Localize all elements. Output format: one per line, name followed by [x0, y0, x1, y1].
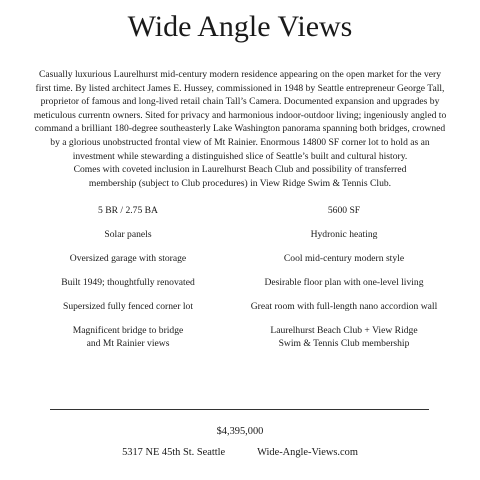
description-line: proprietor of famous and long-lived retail chain Tall’s Camera. Documented expansion and upgrades by — [40, 96, 440, 108]
feature-views: Magnificent bridge to bridge and Mt Rainier views — [72, 325, 184, 349]
address: 5317 NE 45th St. Seattle — [122, 447, 226, 458]
feature-corner-lot: Supersized fully fenced corner lot — [63, 301, 193, 312]
description-line: first time. By listed architect James E. Hussey, commissioned in 1948 by Seattle entrepreneur George Tall, — [35, 82, 445, 94]
feature-hydronic-heating: Hydronic heating — [310, 229, 378, 240]
website-link[interactable]: Wide-Angle-Views.com — [257, 447, 358, 458]
feature-great-room: Great room with full-length nano accordion wall — [250, 301, 438, 312]
description-line: meticulous currentn owners. Sited for privacy and harmonious indoor-outdoor living; ingeniously angled to — [33, 109, 447, 121]
feature-style: Cool mid-century modern style — [283, 253, 405, 264]
feature-built-year: Built 1949; thoughtfully renovated — [61, 277, 195, 288]
description-line: membership (subject to Club procedures) in View Ridge Swim & Tennis Club. — [88, 177, 392, 189]
feature-garage: Oversized garage with storage — [69, 253, 187, 264]
page-title: Wide Angle Views — [127, 10, 353, 43]
divider — [50, 409, 429, 410]
price: $4,395,000 — [216, 426, 264, 437]
footer — [0, 446, 480, 460]
feature-bedrooms-baths: 5 BR / 2.75 BA — [98, 205, 158, 216]
feature-solar-panels: Solar panels — [104, 229, 152, 240]
property-description — [28, 68, 452, 190]
description-line: investment while stewarding a distinguished slice of Seattle’s built and cultural history. — [72, 150, 408, 162]
description-line: Comes with coveted inclusion in Laurelhurst Beach Club and possibility of transferred — [73, 164, 407, 176]
description-line: Casually luxurious Laurelhurst mid-century modern residence appearing on the open market for the very — [38, 69, 441, 80]
feature-club-membership: Laurelhurst Beach Club + View Ridge Swim & Tennis Club membership — [270, 325, 418, 349]
description-line: by a glorious unobstructed frontal view of Mt Rainier. Enormous 14800 SF corner lot to hold as an — [50, 136, 430, 148]
description-line: command a brilliant 180-degree southeasterly Lake Washington panorama spanning both bridges, crowned — [34, 123, 446, 135]
feature-floor-plan: Desirable floor plan with one-level living — [264, 277, 424, 288]
feature-square-feet: 5600 SF — [327, 205, 361, 216]
